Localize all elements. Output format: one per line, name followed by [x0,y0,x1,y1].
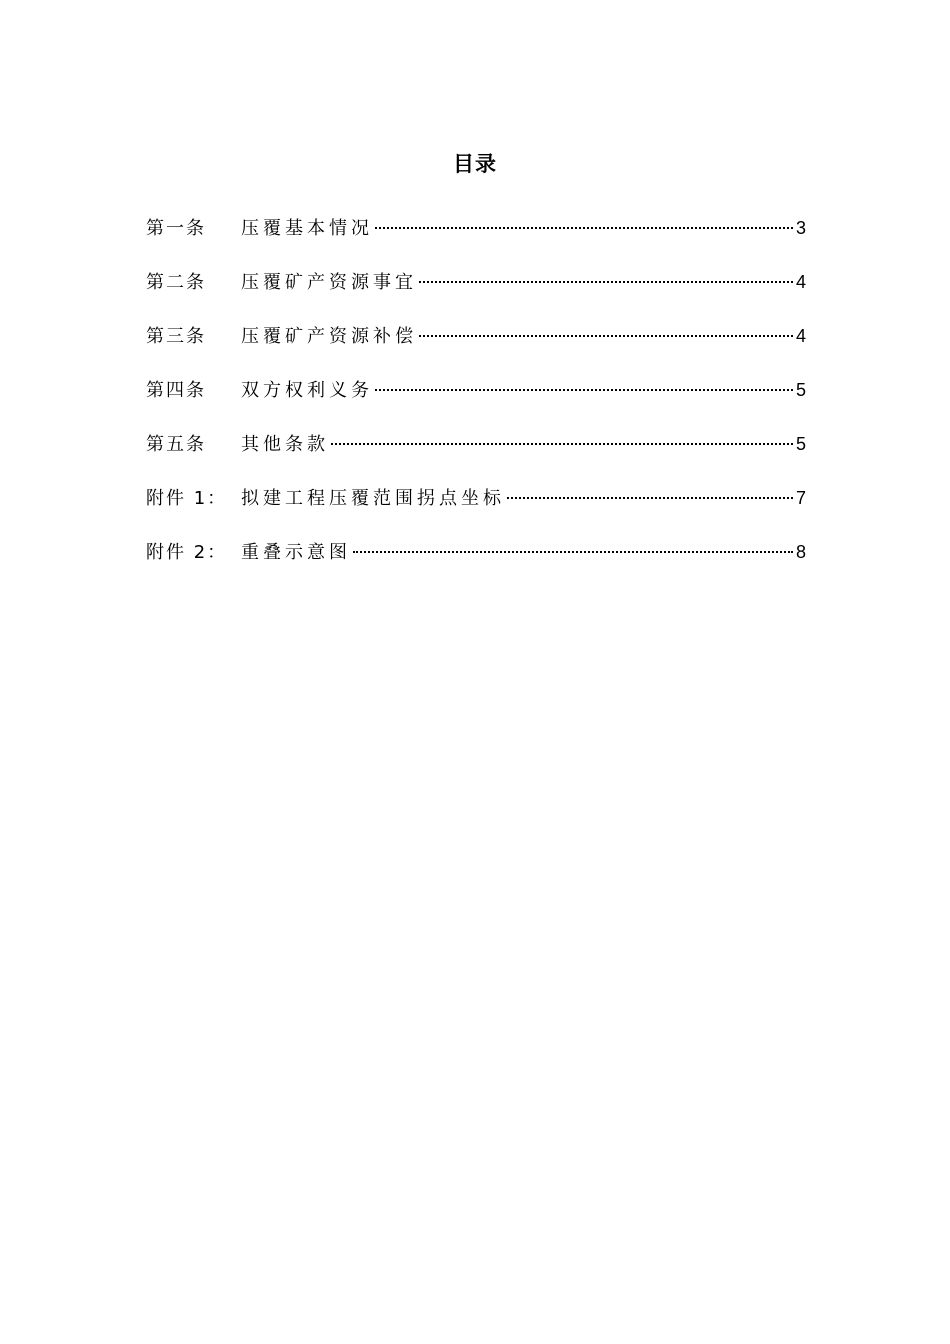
toc-leader-dots [507,497,793,499]
toc-page-number: 5 [795,380,806,400]
toc-title: 目录 [453,152,497,176]
toc-entry[interactable] [146,534,806,588]
toc-entry-text: 拟建工程压覆范围拐点坐标 [241,488,505,509]
toc-entry-label: 附件 2： [146,542,228,563]
toc-leader-dots [331,443,793,445]
toc-page-number: 3 [795,218,806,238]
toc-leader-dots [419,335,793,337]
toc-page-number: 4 [795,326,806,346]
toc-entry-text: 压覆矿产资源事宜 [241,272,417,293]
toc-entry-label: 第三条 [146,326,206,347]
toc-entry-text: 压覆矿产资源补偿 [241,326,417,347]
toc-entry-label: 附件 1： [146,488,228,509]
toc-leader-dots [353,551,793,553]
toc-leader-dots [419,281,793,283]
toc-entry-label: 第四条 [146,380,206,401]
toc-page-number: 5 [795,434,806,454]
toc-entry-label: 第一条 [146,218,206,239]
toc-entry-label: 第五条 [146,434,206,455]
toc-list [146,210,806,588]
toc-page-number: 7 [795,488,806,508]
toc-entry[interactable] [146,264,806,318]
toc-entry[interactable] [146,210,806,264]
toc-entry-label: 第二条 [146,272,206,293]
toc-page-number: 8 [795,542,806,562]
toc-entry-text: 压覆基本情况 [241,218,373,239]
toc-leader-dots [375,227,793,229]
toc-entry-text: 重叠示意图 [241,542,351,563]
toc-entry-text: 双方权利义务 [241,380,373,401]
toc-entry[interactable] [146,372,806,426]
toc-leader-dots [375,389,793,391]
toc-entry[interactable] [146,426,806,480]
toc-entry-text: 其他条款 [241,434,329,455]
toc-page-number: 4 [795,272,806,292]
toc-entry[interactable] [146,318,806,372]
toc-entry[interactable] [146,480,806,534]
